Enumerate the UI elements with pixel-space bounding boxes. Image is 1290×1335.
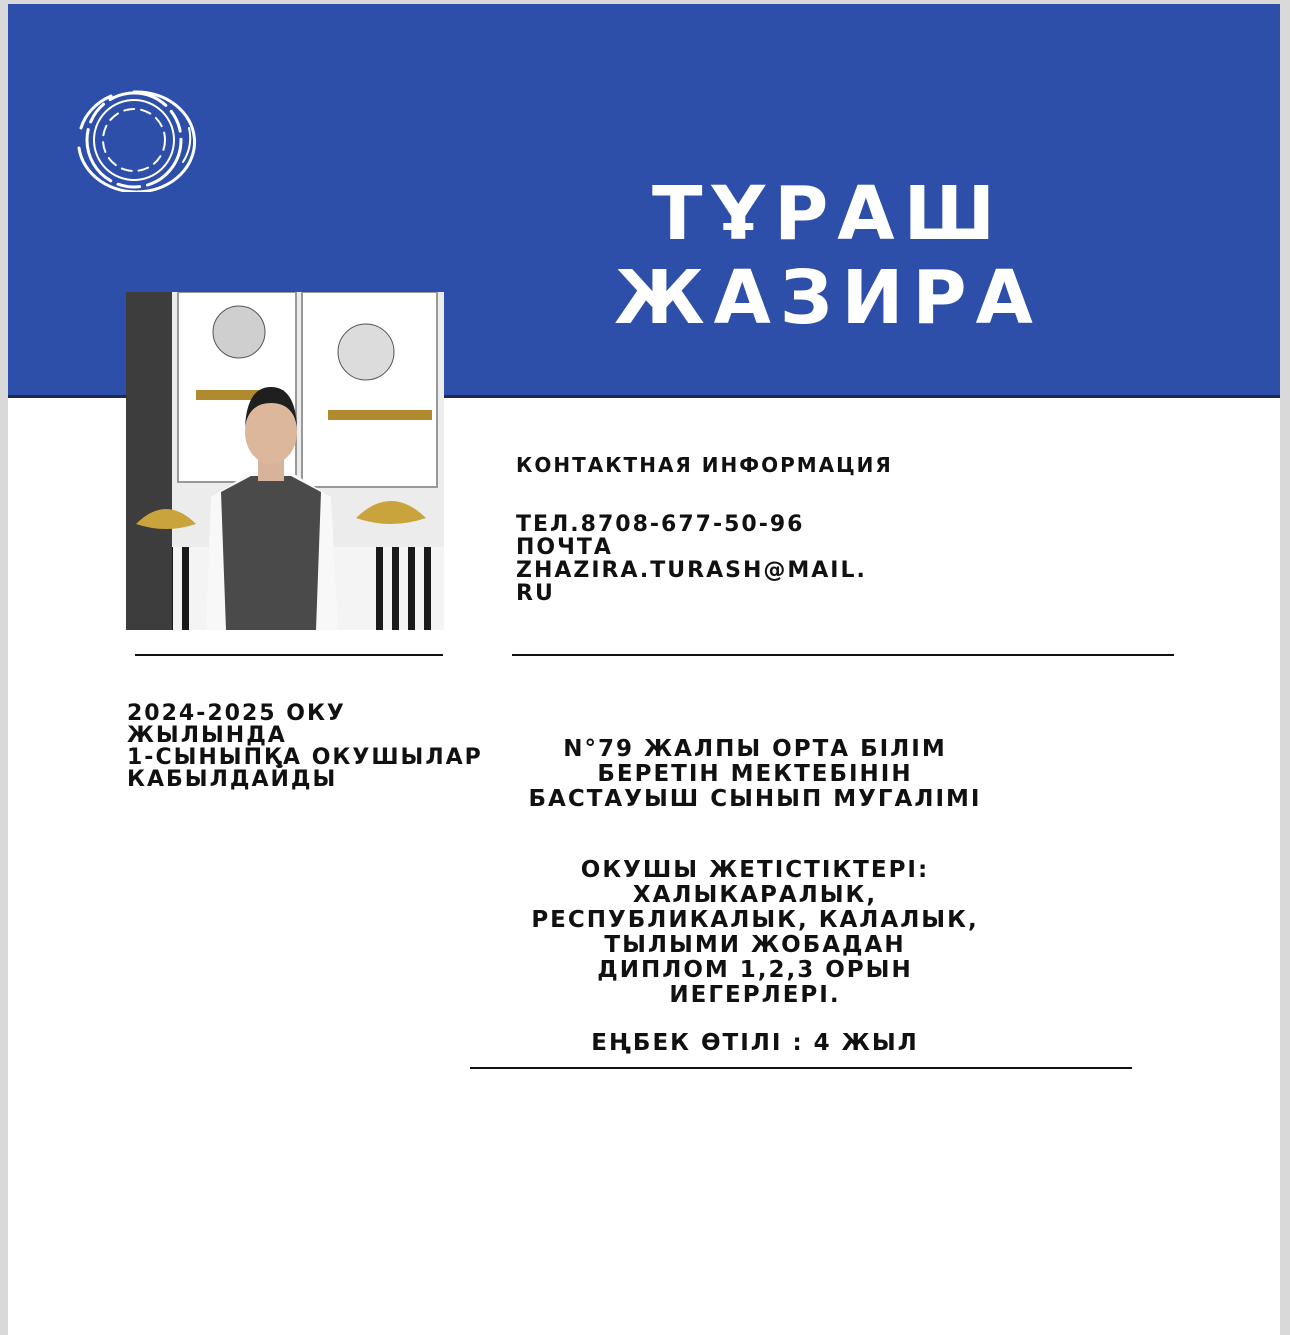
achievement-line: ХАЛЫКАРАЛЫК, [632, 882, 878, 908]
contact-heading: КОНТАКТНАЯ ИНФОРМАЦИЯ [516, 453, 893, 477]
school-line: БАСТАУЫШ СЫНЫП МУГАЛІМІ [528, 786, 982, 812]
teacher-portrait-photo [126, 292, 444, 630]
achievement-line: ИЕГЕРЛЕРІ. [669, 982, 841, 1008]
divider-right [512, 654, 1174, 656]
achievement-line: ТЫЛЫМИ ЖОБАДАН [604, 932, 906, 958]
achievement-line: ДИПЛОМ 1,2,3 ОРЫН [597, 957, 913, 983]
student-achievements [485, 858, 1025, 1008]
achievement-line: ОКУШЫ ЖЕТІСТІКТЕРІ: [580, 857, 930, 883]
phone-number: ТЕЛ.8708-677-50-96 [516, 512, 805, 537]
admission-line: 1-СЫНЫПҚА ОКУШЫЛАР [127, 745, 483, 770]
admission-line: 2024-2025 ОКУ [127, 701, 346, 726]
email-address-continued: RU [516, 581, 555, 606]
person-name [568, 172, 1088, 340]
admission-line: КАБЫЛДАЙДЫ [127, 767, 338, 792]
email-label: ПОЧТА [516, 535, 613, 560]
achievement-line: РЕСПУБЛИКАЛЫК, КАЛАЛЫК, [531, 907, 979, 933]
divider-left [135, 654, 443, 656]
school-line: БЕРЕТІН МЕКТЕБІНІН [597, 761, 913, 787]
name-line: ЖАЗИРА [614, 255, 1042, 341]
work-experience: ЕҢБЕК ӨТІЛІ : 4 ЖЫЛ [591, 1030, 919, 1056]
email-address: ZHAZIRA.TURASH@MAIL. [516, 558, 867, 583]
school-position [485, 737, 1025, 812]
divider-bottom [470, 1067, 1132, 1069]
admission-notice [127, 703, 483, 791]
contact-details [516, 513, 867, 605]
resume-page [8, 4, 1280, 1335]
school-line: N°79 ЖАЛПЫ ОРТА БІЛІМ [563, 736, 947, 762]
name-line: ТҰРАШ [652, 171, 1004, 257]
admission-line: ЖЫЛЫНДА [127, 723, 287, 748]
concentric-circles-logo-icon [71, 88, 197, 192]
